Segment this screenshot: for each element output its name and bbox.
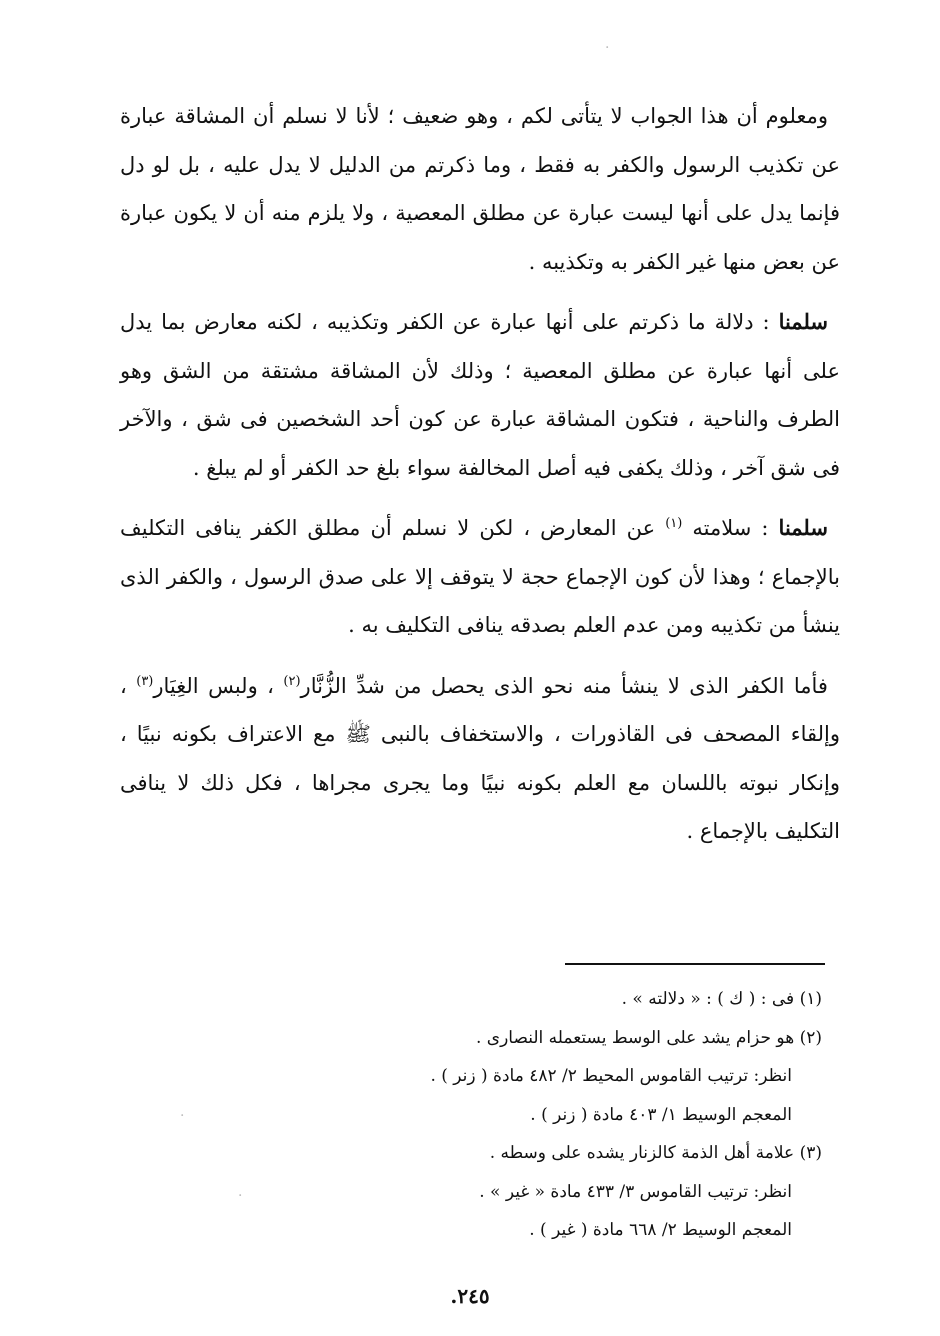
footnote-3: (٣) علامة أهل الذمة كالزنار يشده على وسطه . bbox=[489, 1143, 822, 1163]
paragraph-1-text: ومعلوم أن هذا الجواب لا يتأتى لكم ، وهو ضعيف ؛ لأنا لا نسلم أن المشاقة عبارة عن تكذيب الرسول والكفر به فقط ، وما ذكرتم من الدليل لا يدل عليه ، بل لو دل فإنما يدل على أنها ليست عبارة عن مطلق المعصية ، ولا يلزم منه أن لا يكون عبارة عن بعض منها غير الكفر به وتكذيبه . bbox=[120, 104, 840, 274]
footnote-3-source-1: انظر: ترتيب القاموس ٣/ ٤٣٣ مادة « غير » . bbox=[479, 1181, 792, 1202]
footnote-2: (٢) هو حزام يشد على الوسط يستعمله النصارى . bbox=[475, 1027, 822, 1048]
paragraph-1 bbox=[120, 92, 840, 286]
paragraph-2 bbox=[120, 298, 840, 492]
paragraph-4 bbox=[120, 662, 840, 856]
paragraph-3 bbox=[120, 504, 840, 650]
page-number: ٢٤٥. bbox=[450, 1284, 490, 1308]
footnote-3-source-2: المعجم الوسيط ٢/ ٦٦٨ مادة ( غير ) . bbox=[529, 1220, 792, 1240]
paragraph-3-text: عن المعارض ، لكن لا نسلم أن مطلق الكفر ينافى التكليف بالإجماع ؛ وهذا لأن كون الإجماع حجة لا يتوقف إلا على صدق الرسول ، والكفر الذى ينشأ من تكذيبه ومن عدم العلم بصدقه ينافى التكليف به . bbox=[120, 516, 840, 637]
scan-speck: · bbox=[180, 1108, 185, 1124]
paragraph-2-lead: سلمنا bbox=[778, 309, 828, 334]
footnote-ref-2: (٢) bbox=[283, 673, 301, 689]
footnote-ref-1: (١) bbox=[665, 516, 683, 531]
main-text bbox=[120, 92, 840, 868]
footnote-2-source-1: انظر: ترتيب القاموس المحيط ٢/ ٤٨٢ مادة ( زنر ) . bbox=[430, 1066, 792, 1086]
footnotes bbox=[122, 980, 822, 1250]
paragraph-3-text-before-ref: : سلامته bbox=[692, 516, 769, 540]
footnote-ref-3: (٣) bbox=[136, 673, 154, 689]
scan-speck: · bbox=[238, 1188, 243, 1204]
footnote-2-source-2: المعجم الوسيط ١/ ٤٠٣ مادة ( زنر ) . bbox=[530, 1104, 792, 1125]
paragraph-4-part-1: فأما الكفر الذى لا ينشأ منه نحو الذى يحصل من شدِّ الزُّنَّار bbox=[300, 673, 828, 698]
paragraph-2-text: : دلالة ما ذكرتم على أنها عبارة عن الكفر وتكذيبه ، لكنه معارض بما يدل على أنها عبارة عن مطلق المعصية ؛ وذلك لأن المشاقة مشتقة من الشق وهو الطرف والناحية ، فتكون المشاقة عبارة عن كون أحد الشخصين فى شق ، والآخر فى شق آخر ، وذلك يكفى فيه أصل المخالفة سواء بلغ حد الكفر أو لم يبلغ . bbox=[120, 310, 840, 480]
paragraph-3-lead: سلمنا bbox=[778, 515, 828, 540]
paragraph-4-part-2: ، ولبس الغِيَار bbox=[153, 673, 274, 698]
footnote-divider bbox=[565, 963, 825, 965]
paragraph-4-part-3: ، وإلقاء المصحف فى القاذورات ، والاستخفاف بالنبى ﷺ مع الاعتراف بكونه نبيًا ، وإنكار نبوته باللسان مع العلم بكونه نبيًا وما يجرى مجراها ، فكل ذلك لا ينافى التكليف بالإجماع . bbox=[120, 673, 840, 843]
scan-speck: · bbox=[605, 40, 610, 56]
footnote-1: (١) فى : ( ك ) : « دلالته » . bbox=[621, 989, 822, 1009]
